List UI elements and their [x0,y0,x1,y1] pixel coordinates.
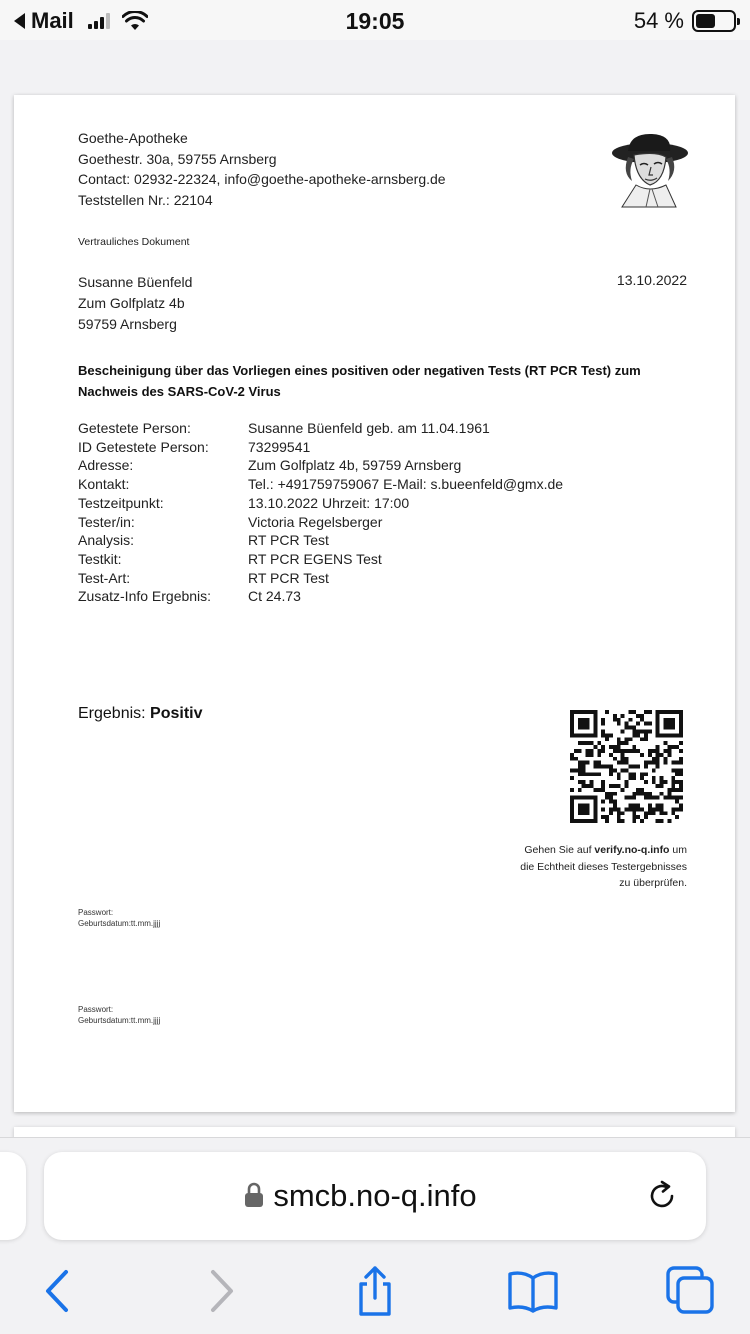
detail-label: Test-Art: [78,569,131,586]
detail-row [78,513,563,532]
password-hint: Geburtsdatum:tt.mm.jjjj [78,1016,161,1025]
detail-row [78,494,563,513]
address-bar[interactable] [44,1152,706,1240]
detail-label: Getestete Person: [78,420,191,436]
detail-value: Tel.: +491759759067 E-Mail: s.bueenfeld@gmx.de [248,476,564,493]
detail-value: RT PCR EGENS Test [248,550,382,567]
detail-label: Tester/in: [78,513,135,530]
password-note [78,907,160,929]
detail-value: 73299541 [248,438,311,455]
recipient-line: Zum Golfplatz 4b [78,295,185,311]
verify-note [520,842,687,892]
status-bar [0,0,750,40]
password-label: Passwort: [78,908,114,917]
verify-suffix: um [672,844,687,856]
detail-row [78,550,563,569]
detail-row [78,438,563,457]
test-details [78,419,563,606]
book-icon[interactable] [506,1264,560,1318]
battery-icon [692,10,736,32]
detail-value: Victoria Regelsberger [248,513,383,530]
detail-label: Kontakt: [78,476,130,493]
url-text[interactable]: smcb.no-q.info [273,1178,477,1213]
sender-address [78,128,446,210]
password-label: Passwort: [78,1005,114,1014]
battery-percent: 54 % [633,8,684,33]
goethe-portrait-logo [606,131,691,209]
reload-icon[interactable] [644,1178,680,1214]
detail-label: Adresse: [78,457,134,474]
password-note [78,1004,160,1026]
result-label: Ergebnis: [78,705,146,722]
verify-site: verify.no-q.info [594,844,670,856]
verify-line: zu überprüfen. [619,877,687,889]
verify-prefix: Gehen Sie auf [524,844,592,856]
sender-line: Goethe-Apotheke [78,130,188,146]
chevron-left-icon[interactable] [32,1264,86,1318]
result-value: Positiv [150,705,203,722]
battery-status [634,8,736,34]
previous-tab-peek[interactable] [0,1152,26,1240]
detail-label: Zusatz-Info Ergebnis: [78,588,212,605]
recipient-address [78,272,192,335]
certificate-heading: Bescheinigung über das Vorliegen eines positiven oder negativen Tests (RT PCR Test) zum Nachweis des SARS-CoV-2 Virus [78,363,641,399]
detail-value: Zum Golfplatz 4b, 59759 Arnsberg [248,457,462,474]
detail-row [78,587,563,606]
detail-row [78,456,563,475]
sender-line: Teststellen Nr.: 22104 [78,191,213,208]
detail-value: Susanne Büenfeld geb. am 11.04.1961 [248,420,490,436]
detail-value: Ct 24.73 [248,588,301,605]
detail-label: Testkit: [78,550,122,567]
battery-fill [696,14,715,28]
verify-line: die Echtheit dieses Testergebnisses [520,860,687,873]
chevron-right-icon[interactable] [193,1264,247,1318]
detail-value: RT PCR Test [248,569,329,586]
detail-label: ID Getestete Person: [78,438,209,455]
sender-line: Contact: 02932-22324, info@goethe-apotheke-arnsberg.de [78,171,446,187]
document-date: 13.10.2022 [616,272,687,288]
clock: 19:05 [345,8,405,34]
detail-value: RT PCR Test [248,532,329,549]
detail-label: Analysis: [78,532,135,549]
detail-row [78,531,563,550]
test-result [78,705,203,723]
sender-line: Goethestr. 30a, 59755 Arnsberg [78,150,277,167]
back-app-label: Mail [31,8,74,33]
detail-label: Testzeitpunkt: [78,494,164,511]
detail-row [78,569,563,588]
detail-row [78,419,563,438]
qr-code [570,710,683,823]
detail-value: 13.10.2022 Uhrzeit: 17:00 [248,494,410,511]
password-hint: Geburtsdatum:tt.mm.jjjj [78,919,161,928]
tabs-icon[interactable] [664,1264,718,1318]
detail-row [78,475,563,494]
confidential-label: Vertrauliches Dokument [78,236,190,248]
share-icon[interactable] [348,1264,402,1318]
document-page[interactable] [14,95,735,1112]
recipient-line: Susanne Büenfeld [78,274,193,290]
recipient-line: 59759 Arnsberg [78,316,177,332]
